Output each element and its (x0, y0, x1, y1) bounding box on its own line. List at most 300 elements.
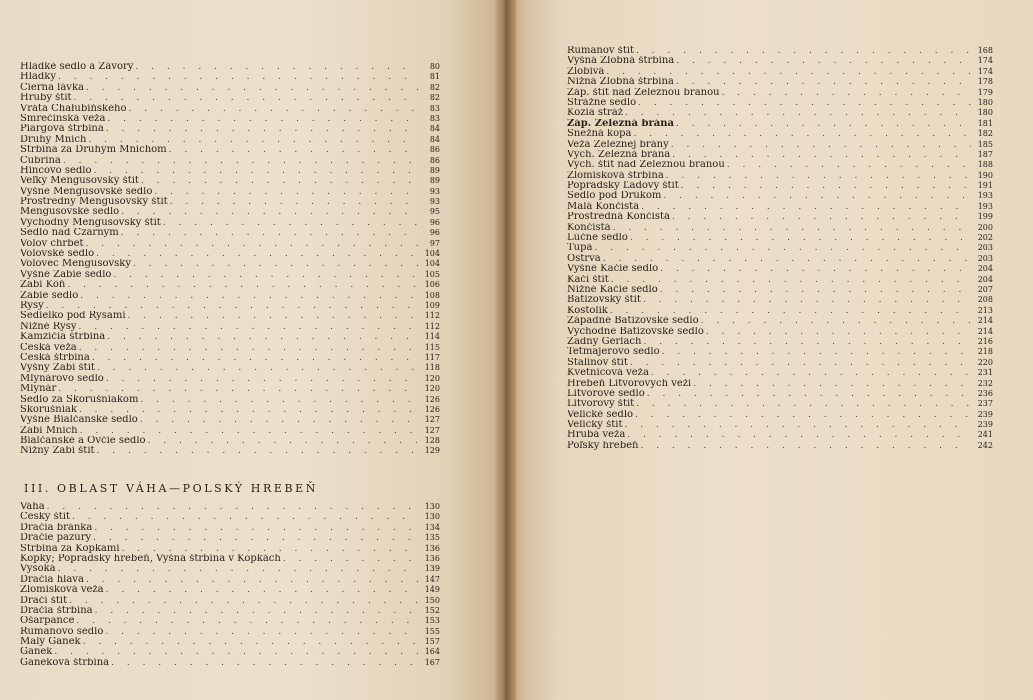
entry-page-number: 83 (429, 113, 440, 123)
entry-title: Poľský hrebeň (567, 440, 639, 451)
entry-title: Sedlo pod Drúkom (567, 191, 662, 202)
dot-leader (111, 658, 418, 668)
entry-title: Kopky; Popradský hrebeň, Vyšná štrbina v Kopkách (20, 553, 281, 564)
entry-page-number: 86 (429, 145, 440, 155)
entry-title: Velické sedlo (567, 409, 634, 420)
toc-entry (20, 353, 440, 363)
entry-page-number: 193 (977, 191, 993, 201)
dot-leader (88, 135, 418, 145)
toc-entry (20, 322, 440, 332)
entry-title: Tetmajerovo sedlo (567, 347, 660, 358)
dot-leader (625, 108, 971, 118)
entry-title: Ganeková štrbina (20, 657, 110, 668)
entry-page-number: 239 (977, 409, 993, 419)
entry-page-number: 242 (977, 440, 993, 450)
entry-title: Štrbina za Druhým Mníchom (20, 145, 167, 156)
toc-entry (567, 212, 993, 222)
dot-leader (624, 420, 971, 430)
entry-title: Česká veža (20, 342, 77, 353)
toc-entry (20, 436, 440, 446)
entry-page-number: 104 (424, 259, 440, 269)
dot-leader (86, 83, 418, 93)
dot-leader (672, 150, 971, 160)
entry-page-number: 157 (424, 637, 440, 647)
entry-page-number: 191 (977, 181, 993, 191)
entry-title: Vyšná Zlobná štrbina (567, 56, 675, 67)
dot-leader (643, 337, 971, 347)
entry-page-number: 202 (977, 233, 993, 243)
toc-entry (567, 389, 993, 399)
entry-title: Ganek (20, 647, 53, 658)
dot-leader (106, 374, 418, 384)
toc-entry (20, 384, 440, 394)
toc-entry (20, 145, 440, 155)
entry-title: Západné Batizovské sedlo (567, 316, 699, 327)
dot-leader (107, 332, 418, 342)
toc-entry (567, 306, 993, 316)
toc-entry (20, 395, 440, 405)
entry-title: Čierna lávka (20, 82, 84, 93)
toc-entry (20, 426, 440, 436)
entry-title: Kačí štít (567, 274, 609, 285)
toc-list-bottom (20, 502, 440, 668)
toc-entry (567, 191, 993, 201)
toc-entry (20, 311, 440, 321)
entry-title: Vyšné Mengusovské sedlo (20, 186, 153, 197)
dot-leader (121, 228, 418, 238)
toc-entry (567, 202, 993, 212)
toc-entry (20, 502, 440, 512)
toc-entry (20, 523, 440, 533)
dot-leader (701, 316, 971, 326)
entry-page-number: 204 (977, 264, 993, 274)
entry-page-number: 152 (424, 605, 440, 615)
toc-entry (20, 291, 440, 301)
dot-leader (135, 62, 418, 72)
entry-page-number: 139 (424, 564, 440, 574)
dot-leader (106, 124, 418, 134)
entry-title: Východný Mengusovský štít (20, 217, 161, 228)
entry-page-number: 150 (424, 595, 440, 605)
entry-title: Kozia stráž (567, 108, 623, 119)
dot-leader (79, 343, 418, 353)
entry-page-number: 164 (424, 647, 440, 657)
entry-title: Český štít (20, 512, 70, 523)
dot-leader (636, 46, 971, 56)
toc-entry (567, 264, 993, 274)
toc-entry (567, 347, 993, 357)
toc-entry (567, 129, 993, 139)
entry-page-number: 200 (977, 222, 993, 232)
dot-leader (606, 67, 971, 77)
entry-page-number: 126 (424, 404, 440, 414)
entry-title: Žabí Mních (20, 425, 78, 436)
entry-page-number: 187 (977, 149, 993, 159)
dot-leader (662, 347, 971, 357)
dot-leader (663, 191, 971, 201)
entry-title: Dračia hlava (20, 574, 84, 585)
entry-title: Volovské sedlo (20, 249, 95, 260)
toc-entry (20, 114, 440, 124)
dot-leader (672, 212, 971, 222)
dot-leader (666, 171, 971, 181)
dot-leader (643, 295, 971, 305)
entry-page-number: 237 (977, 399, 993, 409)
entry-page-number: 82 (429, 93, 440, 103)
dot-leader (113, 270, 418, 280)
toc-entry (20, 606, 440, 616)
entry-page-number: 232 (977, 378, 993, 388)
toc-entry (20, 124, 440, 134)
entry-title: Hrubý štít (20, 93, 72, 104)
toc-entry (567, 275, 993, 285)
dot-leader (627, 430, 971, 440)
dot-leader (97, 446, 418, 456)
toc-entry (20, 512, 440, 522)
entry-page-number: 241 (977, 430, 993, 440)
entry-title: Malá Končistá (567, 201, 640, 212)
dot-leader (128, 311, 418, 321)
entry-title: Vyšný Žabí štít (20, 363, 95, 374)
entry-page-number: 105 (424, 269, 440, 279)
right-page (505, 0, 1033, 700)
entry-title: Kamzičia štrbina (20, 332, 106, 343)
toc-entry (20, 446, 440, 456)
toc-entry (20, 135, 440, 145)
entry-title: Rysy (20, 300, 44, 311)
toc-entry (567, 410, 993, 420)
dot-leader (67, 280, 418, 290)
toc-entry (567, 254, 993, 264)
dot-leader (94, 166, 419, 176)
entry-title: Batizovský štít (567, 295, 641, 306)
entry-title: Rumanov štít (567, 46, 635, 56)
entry-title: Volovec Mengusovský (20, 259, 131, 270)
toc-entry (567, 223, 993, 233)
entry-page-number: 199 (977, 212, 993, 222)
toc-entry (567, 358, 993, 368)
entry-title: Hrebeň Litvorových veží (567, 378, 692, 389)
toc-entry (567, 316, 993, 326)
dot-leader (660, 264, 971, 274)
toc-entry (567, 233, 993, 243)
entry-title: Žabí Kôň (20, 280, 66, 291)
entry-page-number: 214 (977, 326, 993, 336)
entry-page-number: 181 (977, 118, 993, 128)
entry-title: Tupá (567, 243, 593, 254)
section-heading: III. OBLAST VÁHA—POLSKÝ HREBEŇ (24, 482, 319, 495)
entry-title: Strážne sedlo (567, 97, 637, 108)
dot-leader (80, 291, 418, 301)
dot-leader (122, 544, 418, 554)
entry-page-number: 89 (429, 165, 440, 175)
entry-page-number: 167 (424, 657, 440, 667)
entry-title: Sedlo nad Czarnym (20, 228, 119, 239)
entry-title: Váha (20, 502, 45, 512)
dot-leader (635, 410, 971, 420)
entry-title: Česká štrbina (20, 352, 90, 363)
entry-page-number: 216 (977, 336, 993, 346)
entry-title: Lúčne sedlo (567, 233, 628, 244)
dot-leader (76, 616, 418, 626)
dot-leader (140, 395, 418, 405)
entry-page-number: 120 (424, 384, 440, 394)
entry-page-number: 136 (424, 543, 440, 553)
toc-entry (20, 166, 440, 176)
entry-title: Zlobivá (567, 66, 605, 77)
entry-page-number: 120 (424, 373, 440, 383)
toc-entry (20, 259, 440, 269)
entry-page-number: 106 (424, 280, 440, 290)
entry-page-number: 239 (977, 420, 993, 430)
entry-title: Mlynárovo sedlo (20, 373, 104, 384)
entry-page-number: 83 (429, 103, 440, 113)
dot-leader (283, 554, 418, 564)
entry-title: Malý Ganek (20, 637, 81, 648)
toc-entry (567, 56, 993, 66)
dot-leader (46, 301, 418, 311)
toc-entry (567, 399, 993, 409)
entry-title: Zlomisková štrbina (567, 170, 664, 181)
toc-entry (567, 46, 993, 56)
dot-leader (58, 384, 418, 394)
toc-entry (567, 243, 993, 253)
toc-entry (567, 337, 993, 347)
entry-page-number: 93 (429, 197, 440, 207)
entry-title: Litvorový štít (567, 399, 635, 410)
dot-leader (97, 363, 418, 373)
entry-title: Skorušniak (20, 404, 77, 415)
toc-entry (567, 441, 993, 451)
dot-leader (133, 259, 418, 269)
entry-title: Kvetnicová veža (567, 368, 649, 379)
entry-title: Popradský Ľadový štít (567, 181, 679, 192)
entry-page-number: 81 (429, 72, 440, 82)
entry-title: Zadný Gerlach (567, 336, 642, 347)
entry-page-number: 180 (977, 97, 993, 107)
toc-entry (567, 379, 993, 389)
entry-title: Štrbina za Kopkami (20, 543, 120, 554)
entry-title: Sedlo za Skorušniakom (20, 394, 139, 405)
dot-leader (140, 415, 418, 425)
entry-title: Záp. Železná brána (567, 118, 674, 129)
entry-title: Záp. štít nad Železnou branou (567, 87, 720, 98)
entry-page-number: 174 (977, 56, 993, 66)
entry-title: Dračí štít (20, 595, 68, 606)
entry-page-number: 231 (977, 368, 993, 378)
entry-title: Druhý Mních (20, 134, 87, 145)
entry-title: Litvorové sedlo (567, 388, 645, 399)
entry-page-number: 155 (424, 626, 440, 636)
entry-title: Nižné Kačie sedlo (567, 284, 658, 295)
entry-page-number: 179 (977, 87, 993, 97)
entry-page-number: 96 (429, 217, 440, 227)
dot-leader (636, 399, 971, 409)
toc-entry (20, 93, 440, 103)
dot-leader (79, 405, 418, 415)
entry-page-number: 220 (977, 357, 993, 367)
entry-title: Ostrva (567, 253, 601, 264)
entry-title: Hincovo sedlo (20, 165, 92, 176)
entry-page-number: 112 (424, 311, 440, 321)
entry-title: Hladký (20, 72, 56, 83)
entry-page-number: 130 (424, 512, 440, 522)
dot-leader (169, 145, 418, 155)
dot-leader (63, 156, 418, 166)
entry-page-number: 153 (424, 616, 440, 626)
toc-entry (567, 285, 993, 295)
toc-entry (20, 363, 440, 373)
toc-entry (20, 658, 440, 668)
entry-title: Zlomisková veža (20, 585, 104, 596)
toc-entry (567, 420, 993, 430)
entry-page-number: 193 (977, 201, 993, 211)
entry-page-number: 128 (424, 436, 440, 446)
entry-title: Vyšné Bialčanské sedlo (20, 415, 138, 426)
toc-entry (20, 104, 440, 114)
dot-leader (641, 202, 971, 212)
dot-leader (54, 647, 418, 657)
entry-page-number: 130 (424, 502, 440, 511)
entry-title: Kostolík (567, 305, 608, 316)
entry-title: Nižné Rysy (20, 321, 77, 332)
toc-entry (567, 140, 993, 150)
entry-title: Veža Železnej brány (567, 139, 669, 150)
toc-entry (567, 150, 993, 160)
entry-title: Vyšné Kačie sedlo (567, 264, 659, 275)
toc-entry (20, 374, 440, 384)
dot-leader (630, 233, 971, 243)
dot-leader (647, 389, 971, 399)
entry-title: Vých. štít nad Železnou branou (567, 160, 725, 171)
entry-page-number: 118 (424, 363, 440, 373)
entry-title: Dračia bránka (20, 522, 93, 533)
entry-page-number: 86 (429, 155, 440, 165)
entry-page-number: 204 (977, 274, 993, 284)
entry-page-number: 97 (429, 238, 440, 248)
toc-entry (567, 181, 993, 191)
toc-entry (20, 72, 440, 82)
entry-page-number: 115 (424, 342, 440, 352)
entry-page-number: 117 (424, 352, 440, 362)
dot-leader (594, 243, 971, 253)
entry-title: Dračia štrbina (20, 605, 93, 616)
entry-page-number: 80 (429, 62, 440, 71)
entry-page-number: 127 (424, 415, 440, 425)
entry-title: Sedielko pod Rysami (20, 311, 126, 322)
entry-title: Hrubá veža (567, 430, 626, 441)
dot-leader (681, 181, 971, 191)
toc-entry (567, 171, 993, 181)
toc-entry (567, 327, 993, 337)
entry-title: Piargová štrbina (20, 124, 104, 135)
entry-page-number: 112 (424, 321, 440, 331)
dot-leader (95, 606, 418, 616)
entry-title: Mengusovské sedlo (20, 207, 120, 218)
entry-page-number: 174 (977, 66, 993, 76)
entry-title: Prostredná Končistá (567, 212, 670, 223)
toc-entry (567, 160, 993, 170)
entry-page-number: 93 (429, 186, 440, 196)
entry-page-number: 180 (977, 108, 993, 118)
entry-title: Východné Batizovské sedlo (567, 326, 704, 337)
entry-page-number: 207 (977, 284, 993, 294)
dot-leader (651, 368, 971, 378)
toc-entry (20, 332, 440, 342)
toc-entry (20, 187, 440, 197)
entry-title: Mlynár (20, 384, 57, 395)
toc-entry (20, 544, 440, 554)
entry-title: Rumanovo sedlo (20, 626, 104, 637)
dot-leader (74, 93, 418, 103)
toc-entry (20, 585, 440, 595)
entry-title: Dračie pazúry (20, 533, 92, 544)
toc-entry (567, 368, 993, 378)
entry-title: Hladké sedlo a Závory (20, 62, 134, 72)
dot-leader (610, 306, 971, 316)
dot-leader (603, 254, 971, 264)
toc-entry (20, 239, 440, 249)
entry-title: Velický štít (567, 420, 623, 431)
toc-entry (20, 156, 440, 166)
entry-page-number: 185 (977, 139, 993, 149)
toc-entry (20, 415, 440, 425)
toc-entry (20, 616, 440, 626)
entry-title: Prostredný Mengusovský štít (20, 197, 168, 208)
dot-leader (121, 207, 418, 217)
entry-page-number: 89 (429, 176, 440, 186)
toc-list-top (20, 62, 440, 457)
entry-page-number: 188 (977, 160, 993, 170)
dot-leader (611, 275, 971, 285)
entry-page-number: 134 (424, 522, 440, 532)
entry-page-number: 109 (424, 300, 440, 310)
entry-title: Končistá (567, 222, 611, 233)
entry-page-number: 96 (429, 228, 440, 238)
entry-page-number: 149 (424, 585, 440, 595)
book-gutter (494, 0, 516, 700)
toc-entry (567, 119, 993, 129)
dot-leader (86, 239, 418, 249)
entry-title: Ošarpance (20, 616, 75, 627)
entry-page-number: 236 (977, 388, 993, 398)
entry-page-number: 104 (424, 249, 440, 259)
entry-page-number: 84 (429, 124, 440, 134)
dot-leader (640, 441, 971, 451)
entry-page-number: 213 (977, 305, 993, 315)
entry-title: Nižný Žabí štít (20, 446, 95, 457)
entry-page-number: 126 (424, 394, 440, 404)
dot-leader (94, 523, 418, 533)
entry-page-number: 135 (424, 533, 440, 543)
entry-title: Vyšné Žabie sedlo (20, 269, 112, 280)
toc-entry (567, 77, 993, 87)
entry-title: Vých. Železná brána (567, 149, 671, 160)
dot-leader (722, 88, 971, 98)
toc-entry (20, 301, 440, 311)
dot-leader (72, 512, 418, 522)
toc-entry (20, 207, 440, 217)
entry-page-number: 114 (424, 332, 440, 342)
entry-page-number: 147 (424, 574, 440, 584)
entry-title: Vysoká (20, 564, 56, 575)
dot-leader (693, 379, 971, 389)
entry-title: Bialčanské a Ovčie sedlo (20, 436, 146, 447)
toc-entry (20, 249, 440, 259)
entry-title: Stalinov štít (567, 357, 628, 368)
dot-leader (58, 72, 418, 82)
dot-leader (128, 104, 418, 114)
